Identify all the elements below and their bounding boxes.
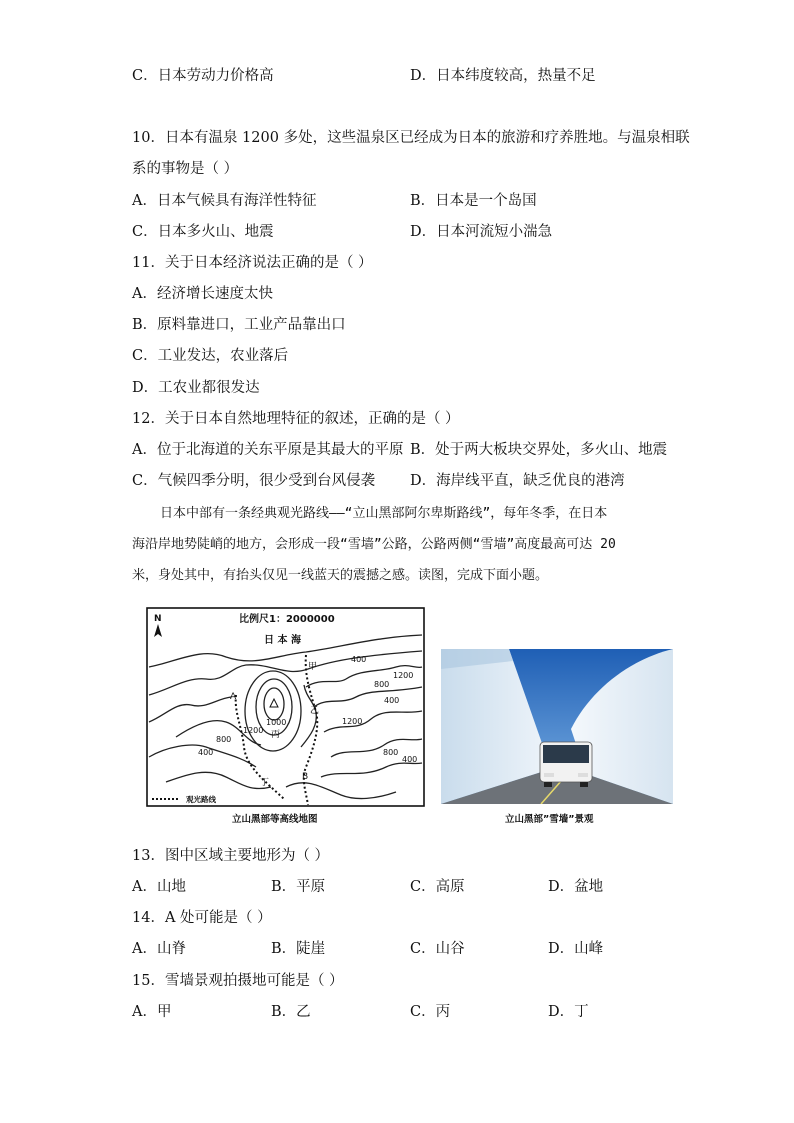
contour-label: 400	[198, 748, 214, 757]
contour-label: 800	[374, 680, 390, 689]
q10-stem-line2: 系的事物是（ ）	[132, 161, 239, 177]
q11-option-c: C．工业发达，农业落后	[132, 348, 289, 364]
legend-label: 观光路线	[186, 795, 216, 804]
photo-caption: 立山黑部”雪墙”景观	[505, 814, 594, 825]
q13-option-a: A．山地	[132, 879, 186, 895]
q10-option-d: D．日本河流短小湍急	[410, 224, 553, 240]
contour-label: 400	[384, 696, 400, 705]
q15-option-a: A．甲	[132, 1004, 172, 1020]
contour-label: 1200	[393, 671, 414, 680]
q15-option-d: D．丁	[548, 1004, 589, 1020]
q14-option-c: C．山谷	[410, 941, 465, 957]
passage-line2: 海沿岸地势陡峭的地方，会形成一段“雪墙”公路，公路两侧“雪墙”高度最高可达 20	[132, 537, 616, 552]
q9-option-d: D．日本纬度较高，热量不足	[410, 68, 596, 84]
sea-label: 日 本 海	[264, 635, 301, 646]
q11-stem: 11．关于日本经济说法正确的是（ ）	[132, 255, 373, 271]
q10-stem-line1: 10．日本有温泉 1200 多处，这些温泉区已经成为日本的旅游和疗养胜地。与温泉相联	[132, 130, 690, 146]
point-a: A	[230, 692, 237, 702]
bus-icon	[540, 742, 592, 787]
contour-label: 1200	[342, 717, 363, 726]
contour-label: 800	[216, 735, 232, 744]
q9-option-c: C．日本劳动力价格高	[132, 68, 274, 84]
q12-option-a: A．位于北海道的关东平原是其最大的平原	[132, 442, 404, 458]
contour-label: 400	[351, 655, 367, 664]
q11-option-a: A．经济增长速度太快	[132, 286, 273, 302]
q15-stem: 15．雪墙景观拍摄地可能是（ ）	[132, 973, 344, 989]
contour-label: 1200	[243, 726, 264, 735]
q14-stem: 14．A 处可能是（ ）	[132, 910, 272, 926]
q15-option-c: C．丙	[410, 1004, 451, 1020]
q14-option-a: A．山脊	[132, 941, 186, 957]
point-jia: 甲	[308, 662, 318, 672]
q12-option-b: B．处于两大板块交界处，多火山、地震	[410, 442, 668, 458]
q11-option-d: D．工农业都很发达	[132, 380, 260, 396]
snow-wall-photo	[441, 649, 673, 804]
contour-label: 400	[402, 755, 418, 764]
q13-option-b: B．平原	[271, 879, 326, 895]
q10-option-c: C．日本多火山、地震	[132, 224, 274, 240]
q13-option-d: D．盆地	[548, 879, 604, 895]
point-ding: 丁	[260, 778, 270, 788]
q11-option-b: B．原料靠进口，工业产品靠出口	[132, 317, 346, 333]
q14-option-b: B．陡崖	[271, 941, 326, 957]
contour-label: 1000	[266, 718, 287, 727]
point-bing: 丙	[271, 730, 281, 740]
map-caption: 立山黑部等高线地图	[232, 814, 318, 825]
q12-option-c: C．气候四季分明，很少受到台风侵袭	[132, 473, 376, 489]
point-b: B	[302, 772, 309, 782]
q10-option-b: B．日本是一个岛国	[410, 193, 537, 209]
q12-stem: 12．关于日本自然地理特征的叙述，正确的是（ ）	[132, 411, 460, 427]
q14-option-d: D．山峰	[548, 941, 604, 957]
q15-option-b: B．乙	[271, 1004, 311, 1020]
q13-stem: 13．图中区域主要地形为（ ）	[132, 848, 330, 864]
q12-option-d: D．海岸线平直，缺乏优良的港湾	[410, 473, 625, 489]
passage-line3: 米，身处其中，有抬头仅见一线蓝天的震撼之感。读图，完成下面小题。	[132, 568, 549, 583]
q10-option-a: A．日本气候具有海洋性特征	[132, 193, 317, 209]
q13-option-c: C．高原	[410, 879, 465, 895]
contour-map	[146, 607, 425, 807]
passage-line1: 日本中部有一条经典观光路线——“立山黑部阿尔卑斯路线”，每年冬季，在日本	[160, 506, 608, 521]
map-scale: 比例尺1：2000000	[239, 614, 335, 625]
north-label: N	[154, 614, 162, 624]
point-yi: 乙	[310, 706, 320, 716]
contour-label: 800	[383, 748, 399, 757]
